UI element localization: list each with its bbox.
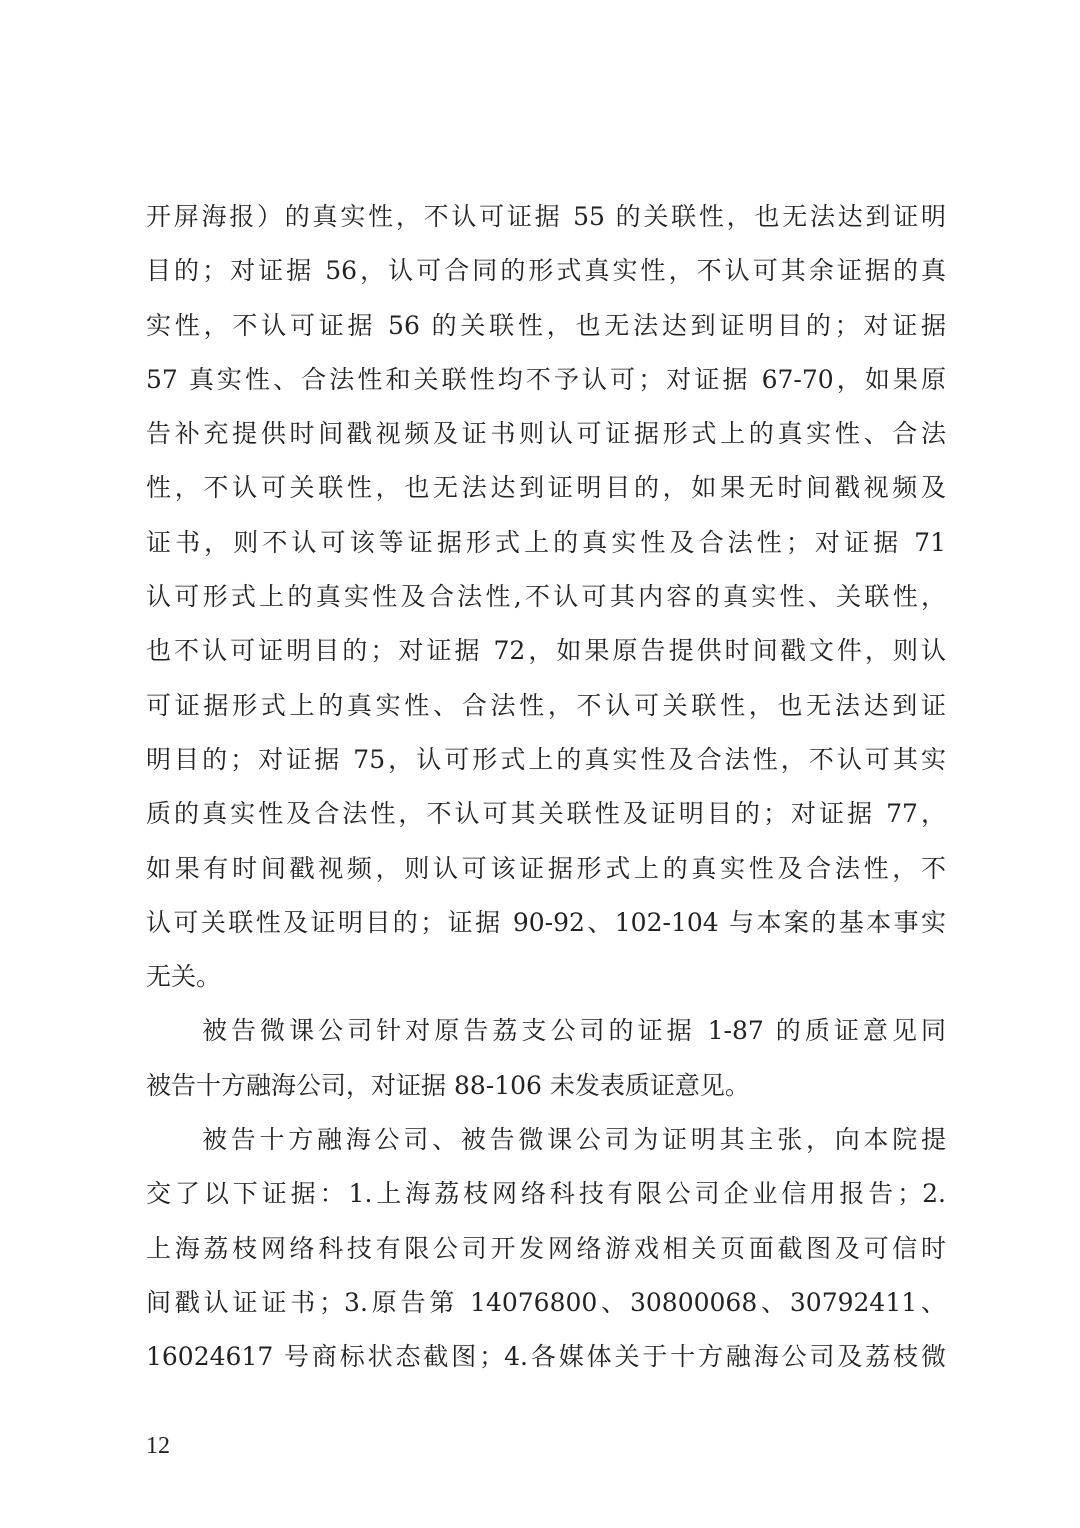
text-line: 证书，则不认可该等证据形式上的真实性及合法性；对证据 71 xyxy=(146,527,946,557)
text-line: 如果有时间戳视频，则认可该证据形式上的真实性及合法性，不 xyxy=(146,853,946,883)
body-text xyxy=(146,190,946,1385)
text-line: 认可形式上的真实性及合法性,不认可其内容的真实性、关联性， xyxy=(146,582,946,612)
text-line: 16024617 号商标状态截图；4.各媒体关于十方融海公司及荔枝微 xyxy=(146,1342,946,1372)
text-line: 交了以下证据：1.上海荔枝网络科技有限公司企业信用报告；2. xyxy=(146,1179,946,1209)
text-line: 57 真实性、合法性和关联性均不予认可；对证据 67-70，如果原 xyxy=(146,364,946,394)
text-line: 上海荔枝网络科技有限公司开发网络游戏相关页面截图及可信时 xyxy=(146,1233,946,1263)
text-line: 实性，不认可证据 56 的关联性，也无法达到证明目的；对证据 xyxy=(146,310,946,340)
text-line: 开屏海报）的真实性，不认可证据 55 的关联性，也无法达到证明 xyxy=(146,202,946,231)
text-line: 被告微课公司针对原告荔支公司的证据 1-87 的质证意见同 xyxy=(202,1016,946,1046)
text-line: 性，不认可关联性，也无法达到证明目的，如果无时间戳视频及 xyxy=(146,473,946,503)
text-line: 可证据形式上的真实性、合法性，不认可关联性，也无法达到证 xyxy=(146,690,946,720)
text-line: 被告十方融海公司、被告微课公司为证明其主张，向本院提 xyxy=(202,1125,946,1155)
text-line: 无关。 xyxy=(146,962,222,992)
page-number: 12 xyxy=(146,1433,170,1459)
text-line: 明目的；对证据 75，认可形式上的真实性及合法性，不认可其实 xyxy=(146,744,946,774)
text-line: 也不认可证明目的；对证据 72，如果原告提供时间戳文件，则认 xyxy=(146,636,946,666)
text-line: 间戳认证证书；3.原告第 14076800、30800068、30792411、 xyxy=(146,1287,946,1317)
text-line: 认可关联性及证明目的；证据 90-92、102-104 与本案的基本事实 xyxy=(146,907,946,937)
text-line: 告补充提供时间戳视频及证书则认可证据形式上的真实性、合法 xyxy=(146,419,946,449)
text-line: 质的真实性及合法性，不认可其关联性及证明目的；对证据 77， xyxy=(146,799,946,829)
text-line: 目的；对证据 56，认可合同的形式真实性，不认可其余证据的真 xyxy=(146,256,946,286)
text-line: 被告十方融海公司，对证据 88-106 未发表质证意见。 xyxy=(146,1070,750,1100)
